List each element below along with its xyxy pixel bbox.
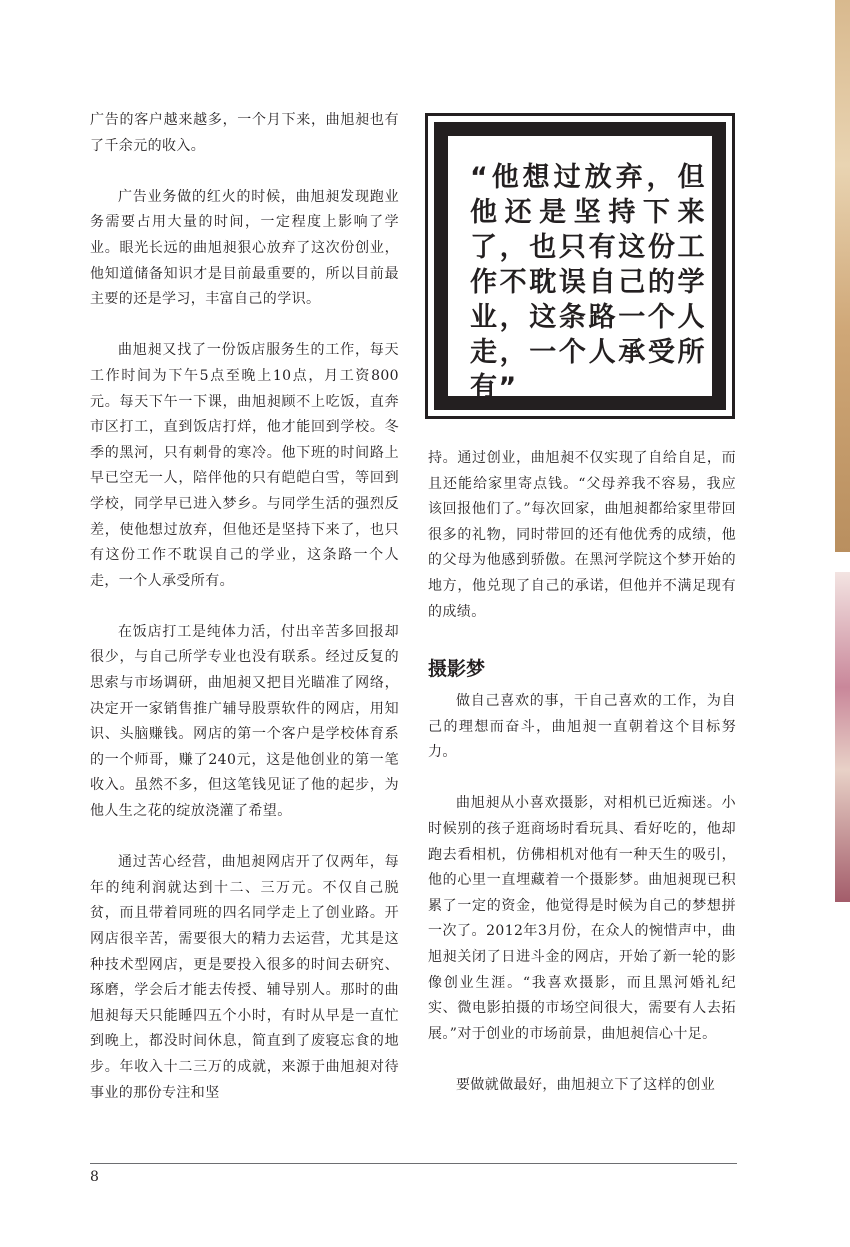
article-column-right-bottom <box>428 689 736 1099</box>
paragraph: 广告业务做的红火的时候，曲旭昶发现跑业务需要占用大量的时间，一定程度上影响了学业。眼光长远的曲旭昶狠心放弃了这次份创业，他知道储备知识才是目前最重要的，所以目前最主要的还是学习，丰富自己的学识。 <box>90 188 399 308</box>
pull-quote-frame <box>434 122 726 410</box>
paragraph: 做自己喜欢的事，干自己喜欢的工作，为自己的理想而奋斗，曲旭昶一直朝着这个目标努力。 <box>428 693 736 761</box>
footer-divider <box>90 1163 737 1164</box>
paragraph: 在饭店打工是纯体力活，付出辛苦多回报却很少，与自己所学专业也没有联系。经过反复的思索与市场调研，曲旭昶又把目光瞄准了网络，决定开一家销售推广辅导股票软件的网店，用知识、头脑赚钱。网店的第一个客户是学校体育系的一个师哥，赚了240元，这是他创业的第一笔收入。虽然不多，但这笔钱见证了他的起步，为他人生之花的绽放浇灌了希望。 <box>90 623 399 820</box>
paragraph: 通过苦心经营，曲旭昶网店开了仅两年，每年的纯利润就达到十二、三万元。不仅自己脱贫，而且带着同班的四名同学走上了创业路。开网店很辛苦，需要很大的精力去运营，尤其是这种技术型网店，更是要投入很多的时间去研究、琢磨，学会后才能去传授、辅导别人。那时的曲旭昶每天只能睡四五个小时，有时从早是一直忙到晚上，都没时间休息，简直到了废寝忘食的地步。年收入十二三万的成就，来源于曲旭昶对待事业的那份专注和坚 <box>90 854 399 1101</box>
article-column-left <box>90 108 399 1106</box>
paragraph: 曲旭昶又找了一份饭店服务生的工作，每天工作时间为下午5点至晚上10点，月工资800元。每天下午一下课，曲旭昶顾不上吃饭，直奔市区打工，直到饭店打烊，他才能回到学校。冬季的黑河，只有刺骨的寒冷。他下班的时间路上早已空无一人，陪伴他的只有皑皑白雪，等回到学校，同学早已进入梦乡。与同学生活的强烈反差，使他想过放弃，但他还是坚持下来了，也只有这份工作不耽误自己的学业，这条路一个人走，一个人承受所有。 <box>90 342 399 589</box>
section-heading: 摄影梦 <box>428 658 486 680</box>
paragraph: 曲旭昶从小喜欢摄影，对相机已近痴迷。小时候别的孩子逛商场时看玩具、看好吃的，他却跑去看相机，仿佛相机对他有一种天生的吸引，他的心里一直埋藏着一个摄影梦。曲旭昶现已积累了一定的资金，他觉得是时候为自己的梦想拼一次了。2012年3月份，在众人的惋惜声中，曲旭昶关闭了日进斗金的网店，开始了新一轮的影像创业生涯。“我喜欢摄影，而且黑河婚礼纪实、微电影拍摄的市场空间很大，需要有人去拓展。”对于创业的市场前景，曲旭昶信心十足。 <box>428 795 736 1042</box>
article-column-right-top <box>428 446 736 625</box>
pull-quote-box <box>425 113 735 419</box>
adjacent-page-photo-edge <box>835 572 850 902</box>
paragraph: 要做就做最好，曲旭昶立下了这样的创业 <box>456 1076 716 1093</box>
adjacent-page-photo-edge <box>835 0 850 552</box>
paragraph: 广告的客户越来越多，一个月下来，曲旭昶也有了千余元的收入。 <box>90 112 399 154</box>
page-number: 8 <box>90 1169 99 1185</box>
pull-quote-text: “他想过放弃，但他还是坚持下来了，也只有这份工作不耽误自己的学业，这条路一个人走，一个人承受所有” <box>470 162 706 403</box>
paragraph: 持。通过创业，曲旭昶不仅实现了自给自足，而且还能给家里寄点钱。“父母养我不容易，我应该回报他们了。”每次回家，曲旭昶都给家里带回很多的礼物，同时带回的还有他优秀的成绩，他的父母为他感到骄傲。在黑河学院这个梦开始的地方，他兑现了自己的承诺，但他并不满足现有的成绩。 <box>428 450 736 620</box>
